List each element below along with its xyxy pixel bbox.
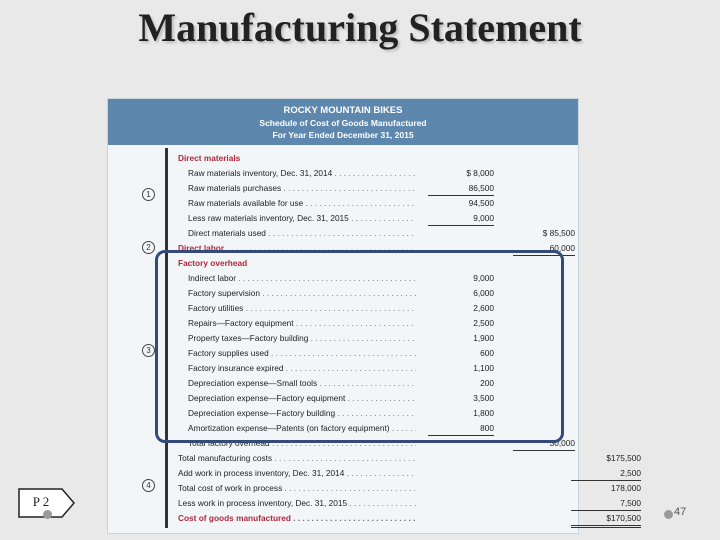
row-label: Amortization expense—Patents (on factory equipment) . . .: [188, 421, 416, 435]
row-label: Raw materials purchases . . .: [188, 181, 416, 195]
row-label: Raw materials available for use . . .: [188, 196, 416, 210]
row-amount: $ 85,500: [542, 228, 575, 238]
row-label: Factory overhead: [178, 258, 248, 268]
row-cost-of-goods-manufactured: [178, 511, 641, 525]
row-label: Direct labor . . .: [178, 241, 416, 255]
row-label: Total cost of work in process . . .: [178, 481, 416, 495]
factory-overhead-highlight: [155, 250, 564, 443]
row-amount: $ 8,000: [466, 168, 494, 178]
step-marker-4: 4: [142, 479, 155, 492]
row-label: Less work in process inventory, Dec. 31, 2015 . . .: [178, 496, 416, 510]
row-amount: 1,800: [473, 408, 494, 418]
table-row: [178, 226, 573, 240]
objective-label: P 2: [32, 494, 50, 509]
row-amount: 94,500: [468, 198, 494, 208]
table-row: [178, 451, 641, 465]
table-row: [178, 196, 573, 210]
row-amount: 800: [428, 421, 494, 436]
row-amount: 3,500: [473, 393, 494, 403]
table-row: [178, 181, 573, 195]
row-label: Depreciation expense—Factory building . . .: [188, 406, 416, 420]
row-label: Raw materials inventory, Dec. 31, 2014 . . .: [188, 166, 416, 180]
row-label: Total manufacturing costs . . .: [178, 451, 416, 465]
row-amount: 7,500: [571, 496, 641, 511]
row-amount: 6,000: [473, 288, 494, 298]
row-amount: 9,000: [473, 273, 494, 283]
row-label: Cost of goods manufactured . . .: [178, 511, 416, 525]
row-label: Total factory overhead . . .: [188, 436, 416, 450]
table-row: [178, 166, 573, 180]
row-label: Depreciation expense—Factory equipment . . .: [188, 391, 416, 405]
row-label: Repairs—Factory equipment . . .: [188, 316, 416, 330]
step-marker-3: 3: [142, 344, 155, 357]
statement-header: [108, 99, 578, 145]
table-row: [178, 211, 573, 225]
row-amount: $170,500: [571, 511, 641, 528]
row-amount: 60,000: [513, 241, 575, 256]
row-label: Add work in process inventory, Dec. 31, 2014 . . .: [178, 466, 416, 480]
table-row: [178, 466, 641, 480]
row-label: Direct materials: [178, 153, 241, 163]
step-marker-1: 1: [142, 188, 155, 201]
table-row: [178, 496, 641, 510]
row-amount: 86,500: [428, 181, 494, 196]
row-label: Property taxes—Factory building . . .: [188, 331, 416, 345]
schedule-title: Schedule of Cost of Goods Manufactured: [259, 118, 427, 128]
row-label: Factory supplies used . . .: [188, 346, 416, 360]
row-amount: 9,000: [428, 211, 494, 226]
statement-period: For Year Ended December 31, 2015: [272, 130, 414, 140]
row-amount: 30,000: [513, 436, 575, 451]
bullet-dot-icon: [43, 510, 52, 519]
row-label: Factory utilities . . .: [188, 301, 416, 315]
row-amount: 2,500: [473, 318, 494, 328]
row-amount: 2,600: [473, 303, 494, 313]
row-label: Indirect labor . . .: [188, 271, 416, 285]
row-amount: 600: [480, 348, 494, 358]
slide-title: Manufacturing Statement: [138, 5, 582, 50]
company-name: ROCKY MOUNTAIN BIKES: [283, 105, 403, 116]
row-label: Depreciation expense—Small tools . . .: [188, 376, 416, 390]
bullet-dot-icon: [664, 510, 673, 519]
step-marker-2: 2: [142, 241, 155, 254]
row-label: Factory insurance expired . . .: [188, 361, 416, 375]
section-direct-materials: [178, 151, 573, 165]
page-number: 47: [674, 506, 687, 518]
row-amount: $175,500: [606, 453, 641, 463]
row-amount: 200: [480, 378, 494, 388]
row-amount: 1,100: [473, 363, 494, 373]
row-amount: 178,000: [611, 483, 641, 493]
table-row: [178, 481, 641, 495]
row-amount: 2,500: [571, 466, 641, 481]
row-label: Less raw materials inventory, Dec. 31, 2015 . . .: [188, 211, 416, 225]
row-label: Factory supervision . . .: [188, 286, 416, 300]
row-amount: 1,900: [473, 333, 494, 343]
row-label: Direct materials used . . .: [188, 226, 416, 240]
